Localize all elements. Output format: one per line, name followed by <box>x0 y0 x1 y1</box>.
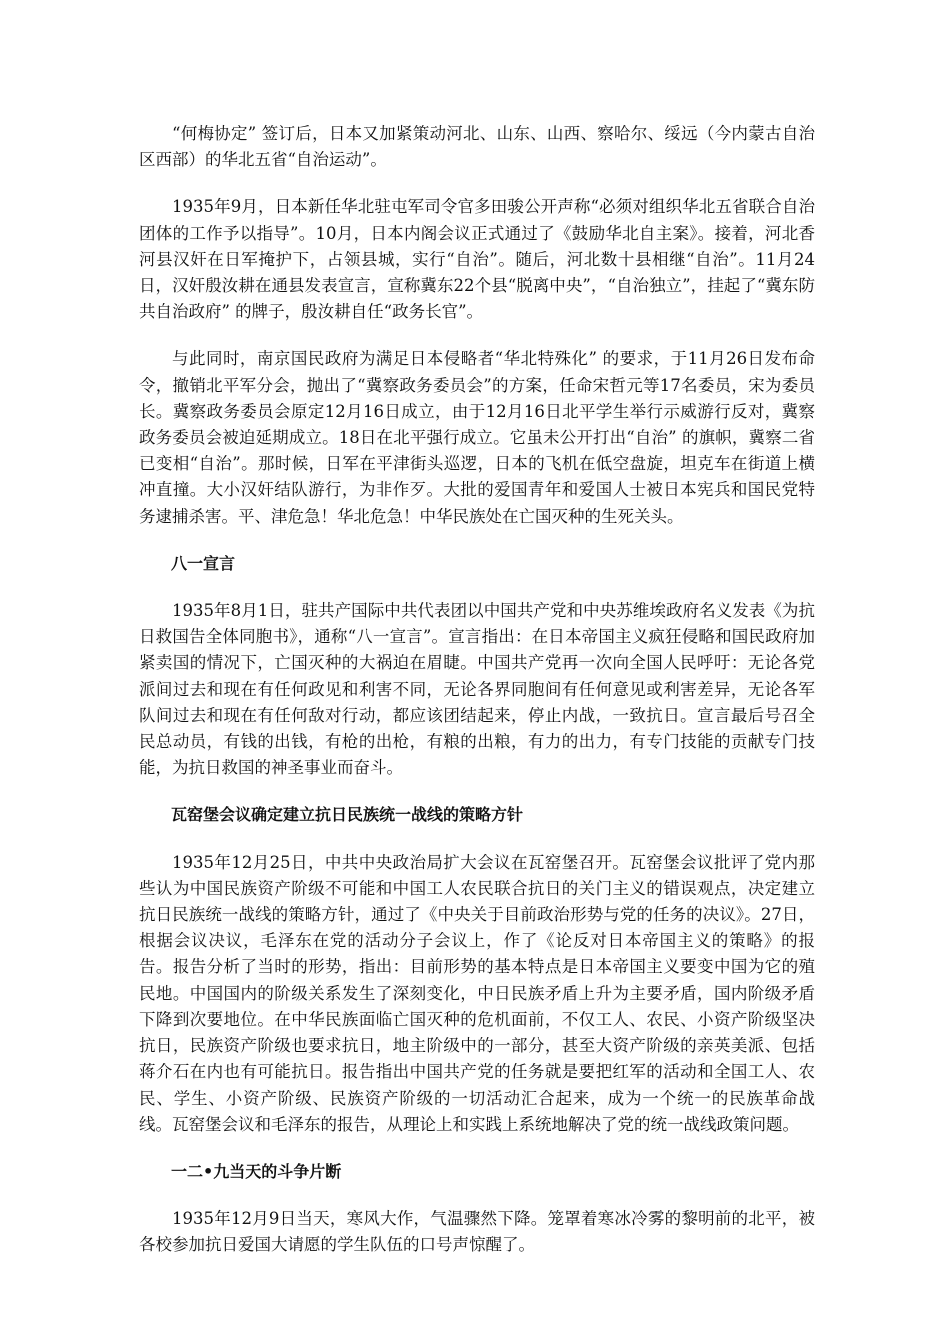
paragraph-nanjing-government: 与此同时，南京国民政府为满足日本侵略者“华北特殊化” 的要求，于11月26日发布命令，撤销北平军分会，抛出了“冀察政务委员会”的方案，任命宋哲元等17名委员，宋为委员长。冀察政务委员会原定12月16日成立，由于12月16日北平学生举行示威游行反对，冀察政务委员会被迫延期成立。18日在北平强行成立。它虽未公开打出“自治” 的旗帜，冀察二省已变相“自治”。那时候，日军在平津街头巡逻，日本的飞机在低空盘旋，坦克车在街道上横冲直撞。大小汉奸结队游行，为非作歹。大批的爱国青年和爱国人士被日本宪兵和国民党特务逮捕杀害。平、津危急！华北危急！中华民族处在亡国灭种的生死关头。 <box>139 349 815 526</box>
paragraph-north-china-autonomy: 1935年9月，日本新任华北驻屯军司令官多田骏公开声称“必须对组织华北五省联合自治团体的工作予以指导”。10月，日本内阁会议正式通过了《鼓励华北自主案》。接着，河北香河县汉奸在日军掩护下，占领县城，实行“自治”。随后，河北数十县相继“自治”。11月24日，汉奸殷汝耕在通县发表宣言，宣称冀东22个县“脱离中央”，“自治独立”，挂起了“冀东防共自治政府” 的牌子，殷汝耕自任“政务长官”。 <box>139 197 815 322</box>
paragraph-wayaobao-meeting: 1935年12月25日，中共中央政治局扩大会议在瓦窑堡召开。瓦窑堡会议批评了党内那些认为中国民族资产阶级不可能和中国工人农民联合抗日的关门主义的错误观点，决定建立抗日民族统一战线的策略方针，通过了《中央关于目前政治形势与党的任务的决议》。27日，根据会议决议，毛泽东在党的活动分子会议上，作了《论反对日本帝国主义的策略》的报告。报告分析了当时的形势，指出：目前形势的基本特点是日本帝国主义要变中国为它的殖民地。中国国内的阶级关系发生了深刻变化，中日民族矛盾上升为主要矛盾，国内阶级矛盾下降到次要地位。在中华民族面临亡国灭种的危机面前，不仅工人、农民、小资产阶级坚决抗日，民族资产阶级也要求抗日，地主阶级中的一部分，甚至大资产阶级的亲英美派、包括蒋介石在内也有可能抗日。报告指出中国共产党的任务就是要把红军的活动和全国工人、农民、学生、小资产阶级、民族资产阶级的一切活动汇合起来，成为一个统一的民族革命战线。瓦窑堡会议和毛泽东的报告，从理论上和实践上系统地解决了党的统一战线政策问题。 <box>139 852 815 1134</box>
paragraph-he-mei-agreement: “何梅协定” 签订后，日本又加紧策动河北、山东、山西、察哈尔、绥远（今内蒙古自治区西部）的华北五省“自治运动”。 <box>139 124 815 170</box>
section-heading-august-first-declaration: 八一宣言 <box>171 553 236 573</box>
paragraph-august-first-declaration: 1935年8月1日，驻共产国际中共代表团以中国共产党和中央苏维埃政府名义发表《为抗日救国告全体同胞书》，通称“八一宣言”。宣言指出：在日本帝国主义疯狂侵略和国民政府加紧卖国的情况下，亡国灭种的大祸迫在眉睫。中国共产党再一次向全国人民呼吁：无论各党派间过去和现在有任何政见和利害不同，无论各界同胞间有任何意见或利害差异，无论各军队间过去和现在有任何敌对行动，都应该团结起来，停止内战，一致抗日。宣言最后号召全民总动员，有钱的出钱，有枪的出枪，有粮的出粮，有力的出力，有专门技能的贡献专门技能，为抗日救国的神圣事业而奋斗。 <box>139 601 815 778</box>
paragraph-december-ninth: 1935年12月9日当天，寒风大作，气温骤然下降。笼罩着寒冰冷雾的黎明前的北平，被各校参加抗日爱国大请愿的学生队伍的口号声惊醒了。 <box>139 1209 815 1255</box>
document-page <box>139 121 815 1280</box>
section-heading-december-ninth: 一二•九当天的斗争片断 <box>171 1161 342 1181</box>
section-heading-wayaobao-meeting: 瓦窑堡会议确定建立抗日民族统一战线的策略方针 <box>171 805 524 825</box>
